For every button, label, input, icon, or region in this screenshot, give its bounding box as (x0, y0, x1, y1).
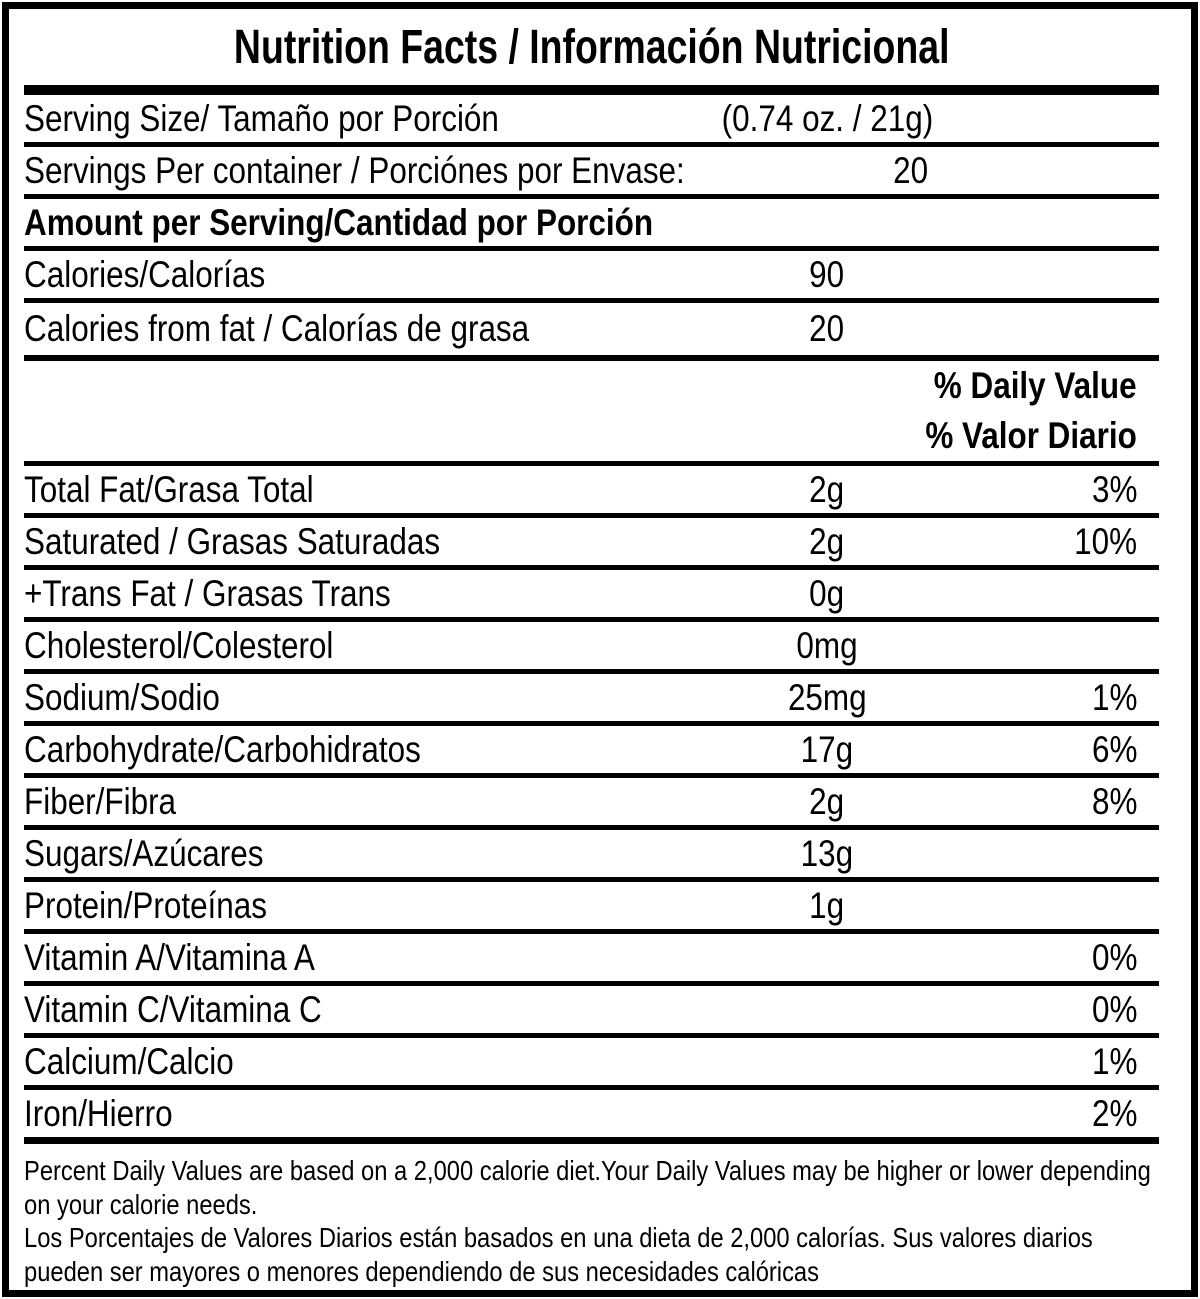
nutrient-label: Sugars/Azúcares (24, 832, 264, 874)
calories-row (24, 251, 1159, 298)
nutrient-label: Sodium/Sodio (24, 676, 220, 718)
nutrient-daily-value: 2% (1091, 1092, 1137, 1134)
nutrient-label: Saturated / Grasas Saturadas (24, 520, 441, 562)
nutrient-amount: 1g (809, 884, 845, 926)
nutrient-amount: 2g (809, 468, 845, 510)
calories-from-fat-label: Calories from fat / Calorías de grasa (24, 308, 530, 349)
label-content (24, 9, 1159, 1288)
footnote (24, 1144, 1159, 1288)
nutrient-row-calcium (24, 1038, 1159, 1085)
servings-per-container-row (24, 147, 1159, 194)
nutrient-label: Calcium/Calcio (24, 1040, 234, 1082)
nutrient-daily-value: 0% (1091, 936, 1137, 978)
nutrient-row-trans-fat (24, 570, 1159, 617)
daily-value-header-block (24, 361, 1159, 461)
title-row (24, 9, 1159, 85)
nutrient-row-total-fat (24, 466, 1159, 513)
footnote-divider (24, 1137, 1159, 1144)
nutrient-row-vitamin-a (24, 934, 1159, 981)
nutrient-row-protein (24, 882, 1159, 929)
nutrient-amount: 2g (809, 780, 845, 822)
nutrient-label: Protein/Proteínas (24, 884, 268, 926)
calories-from-fat-row (24, 303, 1159, 355)
nutrient-daily-value: 0% (1091, 988, 1137, 1030)
daily-value-header-en: % Daily Value (934, 365, 1137, 406)
servings-per-container-value: 20 (893, 149, 929, 191)
nutrient-amount: 13g (800, 832, 854, 874)
nutrient-row-fiber (24, 778, 1159, 825)
nutrient-label: Cholesterol/Colesterol (24, 624, 334, 666)
nutrient-row-saturated-fat (24, 518, 1159, 565)
nutrient-amount: 0g (809, 572, 845, 614)
calories-value: 90 (809, 253, 845, 295)
nutrient-label: Carbohydrate/Carbohidratos (24, 728, 421, 770)
nutrient-label: +Trans Fat / Grasas Trans (24, 572, 391, 614)
nutrient-daily-value: 10% (1074, 520, 1137, 562)
nutrient-label: Vitamin A/Vitamina A (24, 936, 315, 978)
serving-size-row (24, 95, 1159, 142)
nutrient-label: Vitamin C/Vitamina C (24, 988, 322, 1030)
serving-size-value: (0.74 oz. / 21g) (721, 97, 933, 139)
daily-value-header-es: % Valor Diario (925, 415, 1137, 456)
footnote-es: Los Porcentajes de Valores Diarios están basados en una dieta de 2,000 calorías. Sus valores diarios pueden ser mayores o menores dependiendo de sus necesidades calóricas (24, 1222, 1093, 1287)
nutrient-daily-value: 1% (1091, 676, 1137, 718)
serving-size-label: Serving Size/ Tamaño por Porción (24, 97, 499, 139)
amount-per-serving-header: Amount per Serving/Cantidad por Porción (24, 201, 654, 243)
nutrient-row-vitamin-c (24, 986, 1159, 1033)
nutrient-daily-value: 6% (1091, 728, 1137, 770)
calories-label: Calories/Calorías (24, 253, 266, 295)
nutrient-amount: 17g (800, 728, 854, 770)
nutrition-label (2, 2, 1198, 1297)
nutrient-label: Iron/Hierro (24, 1092, 173, 1134)
nutrient-row-sodium (24, 674, 1159, 721)
nutrient-label: Fiber/Fibra (24, 780, 177, 822)
nutrient-amount: 2g (809, 520, 845, 562)
servings-per-container-label: Servings Per container / Porciónes por Envase: (24, 149, 685, 191)
nutrient-daily-value: 8% (1091, 780, 1137, 822)
nutrient-row-iron (24, 1090, 1159, 1137)
nutrient-row-cholesterol (24, 622, 1159, 669)
nutrient-daily-value: 3% (1091, 468, 1137, 510)
nutrient-amount: 0mg (796, 624, 858, 666)
nutrient-amount: 25mg (787, 676, 867, 718)
nutrient-row-sugars (24, 830, 1159, 877)
nutrient-label: Total Fat/Grasa Total (24, 468, 314, 510)
amount-per-serving-header-row (24, 199, 1159, 246)
nutrient-row-carbohydrate (24, 726, 1159, 773)
title-divider (24, 85, 1159, 95)
calories-from-fat-value: 20 (809, 308, 845, 349)
nutrient-daily-value: 1% (1091, 1040, 1137, 1082)
label-title: Nutrition Facts / Información Nutricional (233, 20, 950, 74)
footnote-en: Percent Daily Values are based on a 2,000 calorie diet.Your Daily Values may be higher or lower depending on your calorie needs. (24, 1155, 1151, 1220)
